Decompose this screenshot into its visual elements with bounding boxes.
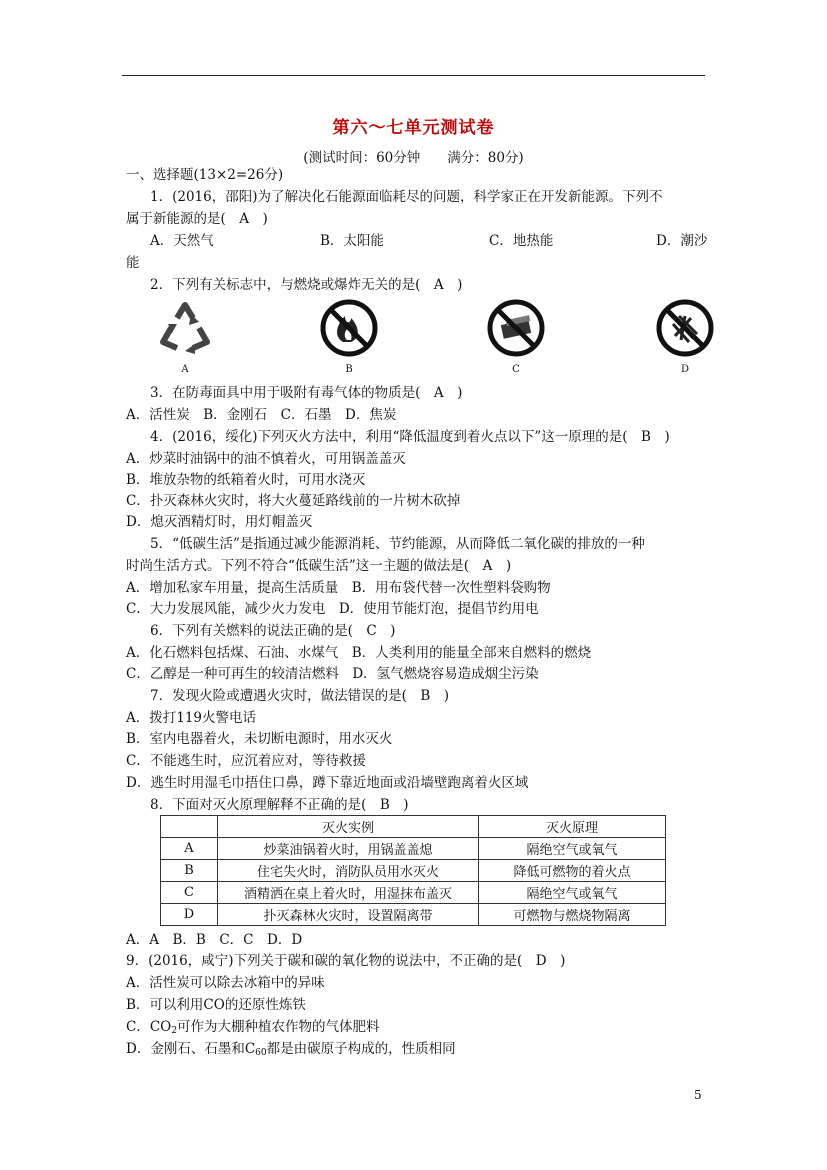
q5-options-cd: C．大力发展风能，减少火力发电 D．使用节能灯泡，提倡节约用电 xyxy=(126,601,539,617)
exam-info: (测试时间：60分钟 满分：80分) xyxy=(303,150,524,166)
q7-option-a: A．拨打119火警电话 xyxy=(126,710,257,726)
header-rule xyxy=(122,75,705,76)
q4-option-c: C．扑灭森林火灾时，将大火蔓延路线前的一片树木砍掉 xyxy=(126,493,461,509)
table-header-cell: 灭火实例 xyxy=(218,816,479,838)
table-cell: C xyxy=(161,882,218,904)
section-heading: 一、选择题(13×2=26分) xyxy=(126,167,284,183)
q2-icon-a xyxy=(152,298,218,375)
q9-option-c: C．$CO_2$可作为大棚种植农作物的气体肥料 xyxy=(126,1019,380,1036)
q8-table xyxy=(160,815,666,926)
q2-caption-b: B xyxy=(345,364,353,375)
q2-caption-c: C xyxy=(512,364,520,375)
table-cell: 隔绝空气或氧气 xyxy=(479,882,666,904)
q2-icon-row xyxy=(148,298,728,378)
table-row xyxy=(161,904,666,926)
page-title: 第六～七单元测试卷 xyxy=(332,118,495,138)
q1-stem-cont: 属于新能源的是( A ) xyxy=(126,211,268,227)
table-cell: B xyxy=(161,860,218,882)
q2-icon-b xyxy=(316,298,382,375)
table-header-row xyxy=(161,816,666,838)
table-cell: D xyxy=(161,904,218,926)
q7-option-d: D．逃生时用湿毛巾捂住口鼻，蹲下靠近地面或沿墙壁跑离着火区域 xyxy=(126,775,529,791)
table-cell: 扑灭森林火灾时，设置隔离带 xyxy=(218,904,479,926)
q4-option-d: D．熄灭酒精灯时，用灯帽盖灭 xyxy=(126,514,313,530)
q1-option-d-cont: 能 xyxy=(126,255,140,271)
table-row xyxy=(161,882,666,904)
page-number: 5 xyxy=(694,1088,702,1102)
q2-stem: 2．下列有关标志中，与燃烧或爆炸无关的是( A ) xyxy=(150,277,463,293)
q2-icon-d xyxy=(652,298,718,375)
table-cell: 降低可燃物的着火点 xyxy=(479,860,666,882)
table-cell: A xyxy=(161,838,218,860)
q3-options: A．活性炭 B．金刚石 C．石墨 D．焦炭 xyxy=(126,407,397,423)
q7-option-c: C．不能逃生时，应沉着应对，等待救援 xyxy=(126,753,366,769)
table-cell: 炒菜油锅着火时，用锅盖盖熄 xyxy=(218,838,479,860)
q7-option-b: B．室内电器着火，未切断电源时，用水灭火 xyxy=(126,731,393,747)
no-matches-icon xyxy=(486,298,546,358)
q4-option-a: A．炒菜时油锅中的油不慎着火，可用锅盖盖灭 xyxy=(126,451,406,467)
recycle-icon xyxy=(155,298,215,358)
q4-stem: 4．(2016，绥化)下列灭火方法中，利用“降低温度到着火点以下”这一原理的是( B ) xyxy=(150,429,670,445)
q2-icon-c xyxy=(483,298,549,375)
q6-options-ab: A．化石燃料包括煤、石油、水煤气 B．人类利用的能量全部来自燃料的燃烧 xyxy=(126,645,592,661)
q9-option-a: A．活性炭可以除去冰箱中的异味 xyxy=(126,975,325,991)
q7-stem: 7．发现火险或遭遇火灾时，做法错误的是( B ) xyxy=(150,688,450,704)
q1-option-c: C．地热能 xyxy=(489,233,554,249)
q6-options-cd: C．乙醇是一种可再生的较清洁燃料 D．氢气燃烧容易造成烟尘污染 xyxy=(126,666,539,682)
table-header-cell xyxy=(161,816,218,838)
table-cell: 住宅失火时，消防队员用水灭火 xyxy=(218,860,479,882)
table-header-cell: 灭火原理 xyxy=(479,816,666,838)
q9-stem: 9．(2016，咸宁)下列关于碳和碳的氧化物的说法中，不正确的是( D ) xyxy=(126,953,566,969)
q5-options-ab: A．增加私家车用量，提高生活质量 B．用布袋代替一次性塑料袋购物 xyxy=(126,580,551,596)
q1-stem: 1．(2016，邵阳)为了解决化石能源面临耗尽的问题，科学家正在开发新能源。下列不 xyxy=(150,189,663,205)
table-row xyxy=(161,860,666,882)
q5-stem-cont: 时尚生活方式。下列不符合“低碳生活”这一主题的做法是( A ) xyxy=(126,558,512,574)
q9-option-d: D．金刚石、石墨和$C_{60}$都是由碳原子构成的，性质相同 xyxy=(126,1041,456,1058)
q5-stem: 5．“低碳生活”是指通过减少能源消耗、节约能源，从而降低二氧化碳的排放的一种 xyxy=(150,536,645,552)
q3-stem: 3．在防毒面具中用于吸附有毒气体的物质是( A ) xyxy=(150,385,463,401)
q4-option-b: B．堆放杂物的纸箱着火时，可用水浇灭 xyxy=(126,472,366,488)
table-row xyxy=(161,838,666,860)
q1-option-a: A．天然气 xyxy=(150,233,214,249)
q8-options: A．A B．B C．C D．D xyxy=(126,932,303,948)
q6-stem: 6．下列有关燃料的说法正确的是( C ) xyxy=(150,623,396,639)
q9-option-b: B．可以利用CO的还原性炼铁 xyxy=(126,997,306,1013)
table-cell: 酒精洒在桌上着火时，用湿抹布盖灭 xyxy=(218,882,479,904)
q8-stem: 8．下面对灭火原理解释不正确的是( B ) xyxy=(150,797,409,813)
q1-option-d: D．潮沙 xyxy=(656,233,708,249)
q2-caption-d: D xyxy=(680,364,690,375)
q1-option-b: B．太阳能 xyxy=(320,233,384,249)
table-cell: 可燃物与燃烧物隔离 xyxy=(479,904,666,926)
no-fireworks-icon xyxy=(655,298,715,358)
q2-caption-a: A xyxy=(181,364,189,375)
no-fire-icon xyxy=(319,298,379,358)
table-cell: 隔绝空气或氧气 xyxy=(479,838,666,860)
